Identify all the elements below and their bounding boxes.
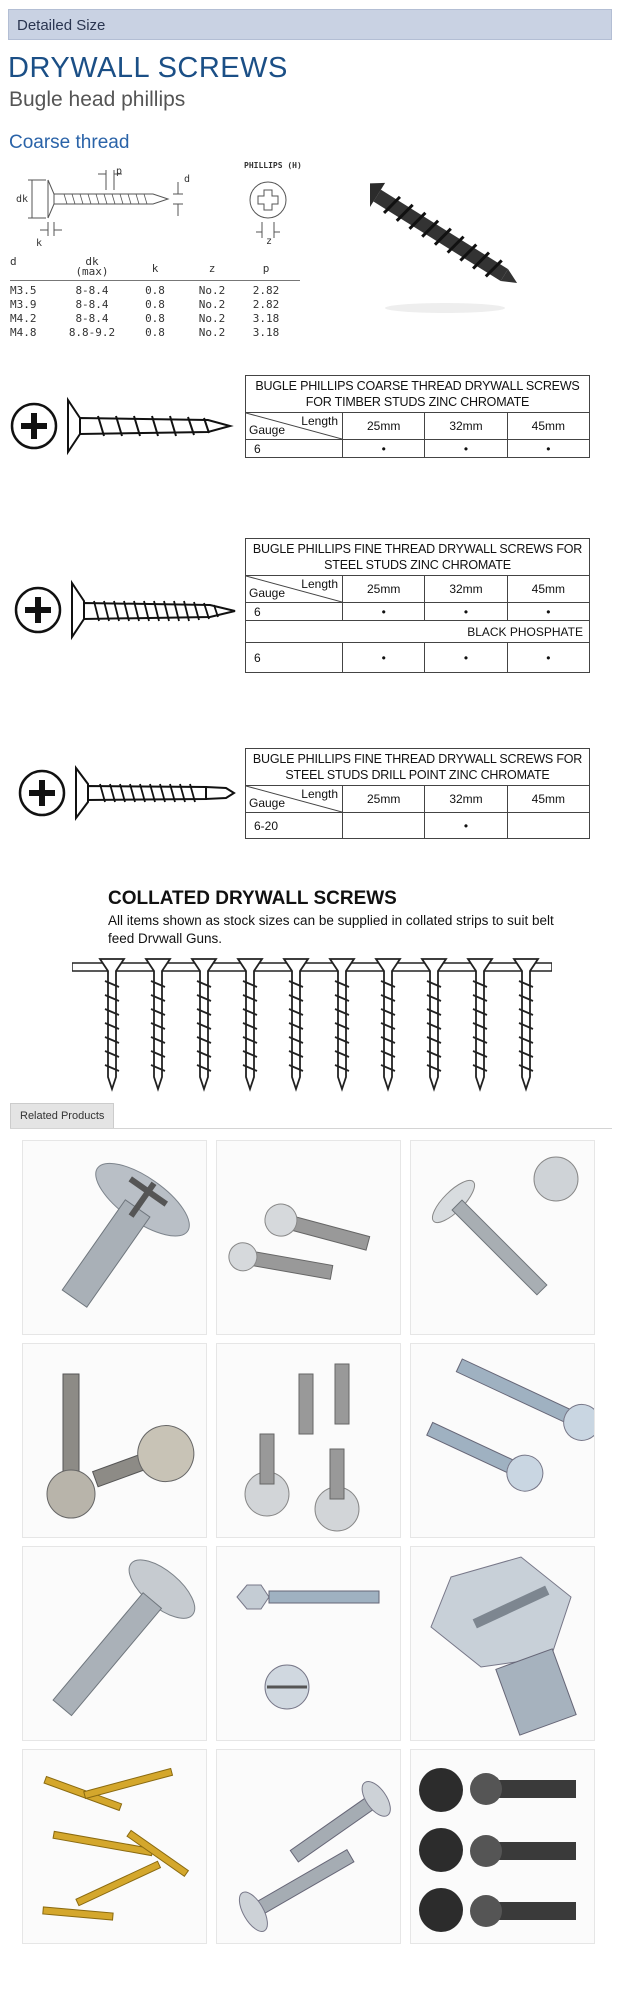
size-header: 45mm bbox=[507, 786, 589, 813]
countersunk-tapping-screws-image bbox=[217, 1750, 401, 1944]
gauge-value: 6 bbox=[246, 440, 343, 458]
fine-thread-table bbox=[245, 538, 590, 673]
spec-cell: M4.2 bbox=[10, 312, 37, 325]
availability-dot: • bbox=[425, 603, 507, 621]
spec-cell: 0.8 bbox=[145, 284, 165, 297]
table-title: BUGLE PHILLIPS FINE THREAD DRYWALL SCREWS FOR STEEL STUDS DRILL POINT ZINC CHROMATE bbox=[246, 749, 590, 786]
length-label: Length bbox=[301, 787, 338, 801]
black-drywall-screw-photo bbox=[370, 148, 520, 323]
spec-header-d: d bbox=[10, 255, 17, 268]
spec-cell: 2.82 bbox=[252, 284, 280, 297]
product-title: DRYWALL SCREWS bbox=[8, 52, 288, 84]
spec-header-z: z bbox=[208, 262, 216, 275]
product-card[interactable] bbox=[410, 1343, 595, 1538]
product-card[interactable] bbox=[22, 1749, 207, 1944]
spec-table bbox=[10, 255, 300, 340]
label-d: d bbox=[184, 174, 191, 185]
spec-cell: 0.8 bbox=[145, 326, 165, 339]
product-card[interactable] bbox=[22, 1343, 207, 1538]
product-card[interactable] bbox=[216, 1140, 401, 1335]
product-card[interactable] bbox=[410, 1140, 595, 1335]
spec-cell: 0.8 bbox=[145, 298, 165, 311]
spec-header-row bbox=[10, 255, 300, 281]
availability-dot: • bbox=[507, 603, 589, 621]
size-header: 45mm bbox=[507, 576, 589, 603]
availability-dot: • bbox=[507, 643, 589, 673]
slotted-hex-head-screw-image bbox=[411, 1547, 595, 1741]
spec-cell: No.2 bbox=[198, 298, 226, 311]
availability-dot: • bbox=[507, 440, 589, 458]
spec-cell: 8-8.4 bbox=[75, 284, 109, 297]
gauge-length-header bbox=[246, 576, 343, 603]
spec-cell: M4.8 bbox=[10, 326, 37, 339]
table-row bbox=[246, 603, 590, 621]
spec-cell: 8-8.4 bbox=[75, 312, 109, 325]
gauge-value: 6 bbox=[246, 643, 343, 673]
coarse-thread-table bbox=[245, 375, 590, 458]
product-card[interactable] bbox=[410, 1546, 595, 1741]
availability-dot bbox=[343, 813, 425, 839]
size-header: 32mm bbox=[425, 576, 507, 603]
hex-washer-head-screw-image bbox=[217, 1547, 401, 1741]
size-header: 25mm bbox=[343, 786, 425, 813]
spec-header-p: p bbox=[262, 262, 270, 275]
table-row bbox=[10, 284, 300, 298]
truss-head-screws-image bbox=[411, 1141, 595, 1335]
size-header: 32mm bbox=[425, 786, 507, 813]
fine-screw-drawing bbox=[10, 575, 245, 645]
pan-head-drill-screws-image bbox=[217, 1344, 401, 1538]
divider bbox=[10, 1128, 612, 1129]
collated-title: COLLATED DRYWALL SCREWS bbox=[108, 888, 397, 909]
product-card[interactable] bbox=[216, 1749, 401, 1944]
table-row bbox=[246, 440, 590, 458]
screw-dimension-drawing bbox=[8, 160, 308, 252]
spec-header-dk-sub: (max) bbox=[75, 265, 109, 278]
spec-cell: M3.5 bbox=[10, 284, 37, 297]
spec-cell: 2.82 bbox=[252, 298, 280, 311]
zinc-pan-head-screws-image bbox=[411, 1344, 595, 1538]
availability-dot bbox=[507, 813, 589, 839]
size-header: 45mm bbox=[507, 413, 589, 440]
collated-strip-drawing bbox=[72, 955, 552, 1095]
availability-dot: • bbox=[343, 440, 425, 458]
spec-cell: No.2 bbox=[198, 326, 226, 339]
spec-cell: 0.8 bbox=[145, 312, 165, 325]
availability-dot: • bbox=[425, 440, 507, 458]
nickel-pan-head-screws-image bbox=[23, 1344, 207, 1538]
gauge-label: Gauge bbox=[249, 423, 286, 437]
length-label: Length bbox=[301, 414, 338, 428]
label-p: p bbox=[116, 166, 123, 177]
spec-cell: M3.9 bbox=[10, 298, 37, 311]
black-drill-screws-image bbox=[411, 1750, 595, 1944]
product-card[interactable] bbox=[216, 1546, 401, 1741]
length-label: Length bbox=[301, 577, 338, 591]
thread-type: Coarse thread bbox=[9, 132, 130, 153]
spec-cell: No.2 bbox=[198, 312, 226, 325]
gauge-label: Gauge bbox=[249, 796, 286, 810]
table-title: BUGLE PHILLIPS FINE THREAD DRYWALL SCREWS FOR STEEL STUDS ZINC CHROMATE bbox=[246, 539, 590, 576]
product-card[interactable] bbox=[22, 1140, 207, 1335]
product-card[interactable] bbox=[410, 1749, 595, 1944]
availability-dot: • bbox=[343, 603, 425, 621]
table-row bbox=[246, 643, 590, 673]
spec-cell: 3.18 bbox=[252, 326, 280, 339]
spec-cell: No.2 bbox=[198, 284, 226, 297]
spec-header-k: k bbox=[151, 262, 159, 275]
table-row bbox=[246, 813, 590, 839]
label-k: k bbox=[36, 238, 43, 249]
brass-wood-screws-image bbox=[23, 1750, 207, 1944]
gauge-value: 6 bbox=[246, 603, 343, 621]
product-subtitle: Bugle head phillips bbox=[9, 88, 186, 111]
product-card[interactable] bbox=[22, 1546, 207, 1741]
gauge-value: 6-20 bbox=[246, 813, 343, 839]
size-header: 25mm bbox=[343, 576, 425, 603]
size-header: 25mm bbox=[343, 413, 425, 440]
black-phosphate-label: BLACK PHOSPHATE bbox=[246, 621, 590, 643]
collated-description: All items shown as stock sizes can be supplied in collated strips to suit belt feed Drvwall Guns. bbox=[108, 913, 554, 946]
spec-cell: 3.18 bbox=[252, 312, 280, 325]
wafer-head-drill-screw-image bbox=[23, 1141, 207, 1335]
spec-cell: 8-8.4 bbox=[75, 298, 109, 311]
gauge-length-header bbox=[246, 786, 343, 813]
label-dk: dk bbox=[16, 194, 29, 205]
drill-point-screw-drawing bbox=[16, 762, 241, 824]
drill-point-table bbox=[245, 748, 590, 839]
product-card[interactable] bbox=[216, 1343, 401, 1538]
slotted-round-head-screw-image bbox=[23, 1547, 207, 1741]
availability-dot: • bbox=[343, 643, 425, 673]
table-row bbox=[10, 312, 300, 326]
gauge-label: Gauge bbox=[249, 586, 286, 600]
availability-dot: • bbox=[425, 643, 507, 673]
table-row bbox=[10, 326, 300, 340]
gauge-length-header bbox=[246, 413, 343, 440]
section-title: Detailed Size bbox=[17, 17, 106, 34]
spec-header-dk bbox=[58, 255, 126, 278]
pan-head-tapping-screws-image bbox=[217, 1141, 401, 1335]
availability-dot: • bbox=[425, 813, 507, 839]
label-phillips: PHILLIPS (H) bbox=[244, 161, 302, 170]
label-z: z bbox=[266, 236, 273, 247]
table-row bbox=[10, 298, 300, 312]
spec-header-dk-text: dk bbox=[85, 255, 99, 268]
section-header-bar bbox=[8, 9, 612, 40]
related-products-tab[interactable]: Related Products bbox=[10, 1103, 114, 1129]
coarse-screw-drawing bbox=[8, 390, 243, 460]
size-header: 32mm bbox=[425, 413, 507, 440]
table-title: BUGLE PHILLIPS COARSE THREAD DRYWALL SCREWS FOR TIMBER STUDS ZINC CHROMATE bbox=[246, 376, 590, 413]
spec-cell: 8.8-9.2 bbox=[68, 326, 116, 339]
